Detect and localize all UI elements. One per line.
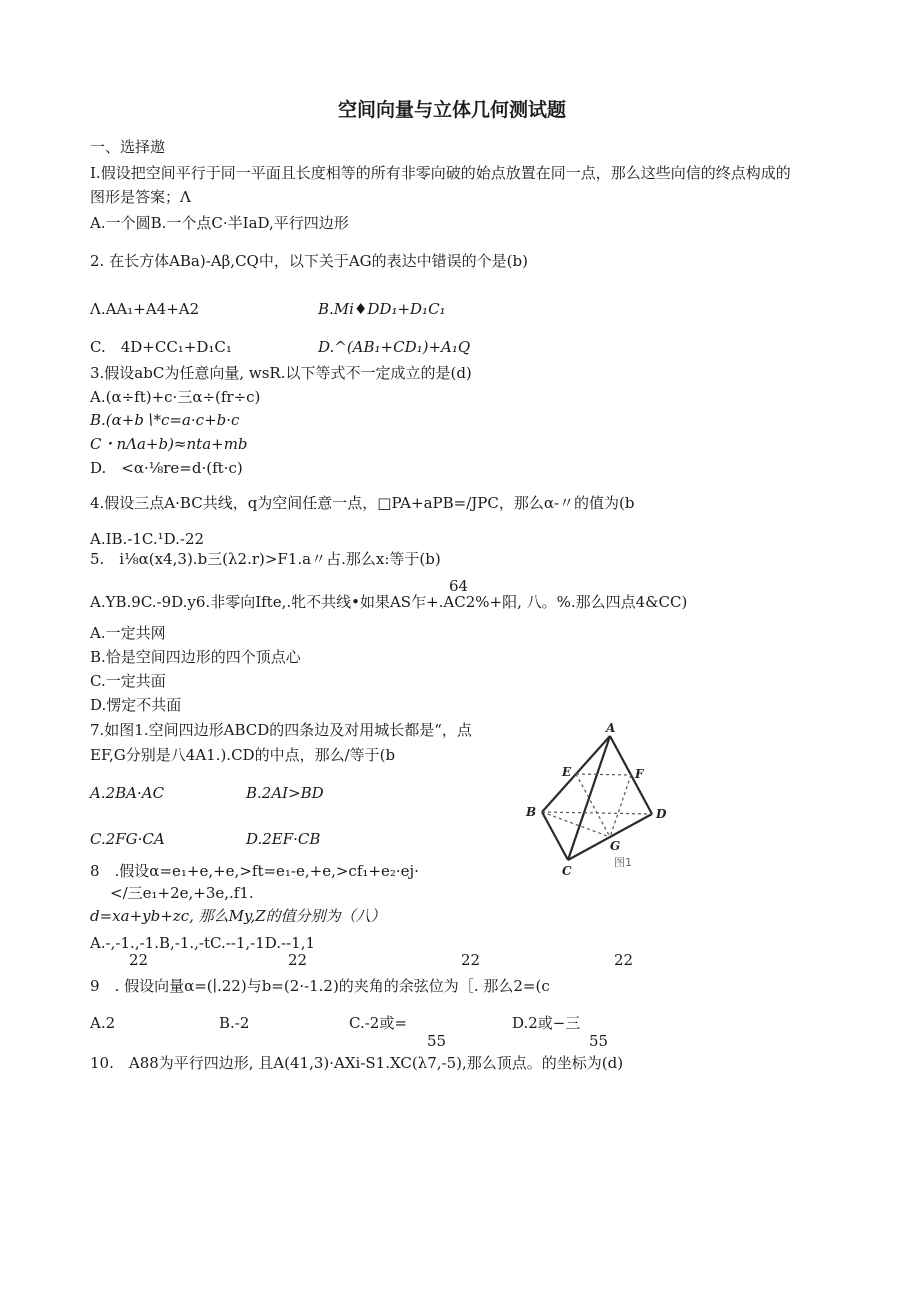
section-heading: 一、选择遨 — [90, 138, 166, 156]
q7-option-d: D.2EF·CB — [246, 830, 321, 848]
q5-stem: 5. i⅛α(x4,3).b三(λ2.r)>F1.a〃占.那么x:等于(b) — [90, 550, 441, 568]
q10-stem: 10. A88为平行四边形, 且A(41,3)·AXi-S1.XC(λ7,-5),那么顶点。的坐标为(d) — [90, 1054, 624, 1072]
q7-option-a: A.2BA·AC — [90, 784, 165, 802]
q6-option-b: B.恰是空间四边形的四个顶点心 — [90, 648, 301, 666]
q6-option-d: D.愣定不共面 — [90, 696, 182, 714]
q7-option-b: B.2AI>BD — [246, 784, 324, 802]
q4-options: A.IB.-1C.¹D.-22 — [90, 530, 205, 548]
label-b: B — [526, 805, 537, 819]
label-g: G — [610, 839, 621, 853]
q2-option-b: B.Mi♦DD₁+D₁C₁ — [318, 300, 446, 318]
q2-option-c: C. 4D+CC₁+D₁C₁ — [90, 338, 232, 356]
q9-stem: 9 . 假设向量α=(∣.22)与b=(2·-1.2)的夹角的余弦位为［. 那么2=(c — [90, 977, 550, 995]
label-e: E — [562, 765, 572, 779]
q7-line1: 7.如图1.空间四边形ABCD的四条边及对用城长都是“，点 — [90, 721, 472, 739]
tetrahedron-figure — [520, 722, 680, 882]
q7-option-c: C.2FG·CA — [90, 830, 165, 848]
q9-subscript-d: 55 — [589, 1032, 609, 1050]
q8-subscript-3: 22 — [461, 951, 481, 969]
q8-subscript-1: 22 — [129, 951, 149, 969]
q8-options: A.-,-1.,-1.B,-1.,-tC.--1,-1D.--1,1 — [90, 934, 316, 952]
q6-option-a: A.一定共网 — [90, 624, 166, 642]
q9-option-a: A.2 — [90, 1014, 116, 1032]
figure-caption: 图1 — [614, 856, 632, 869]
label-a: A — [606, 722, 616, 735]
q6-stem: A.YB.9C.-9D.y6.非零向Ifte,.牝不共线•如果AS乍+.AC2%+阳, 八。%.那么四点4&CC) — [90, 593, 688, 611]
q8-line2: </三e₁+2e,+3e,.f1. — [110, 884, 254, 902]
q3-option-b: B.(α+b∖*c=a·c+b·c — [90, 411, 240, 429]
page-title: 空间向量与立体几何测试题 — [338, 99, 567, 121]
q8-line1: 8 .假设α=e₁+e,+e,>ft=e₁-e,+e,>cf₁+e₂·ej· — [90, 862, 419, 880]
q1-options: A.一个圆B.一个点C·半IaD,平行四边形 — [90, 214, 349, 232]
q2-option-a: Λ.AA₁+A4+A2 — [90, 300, 200, 318]
label-c: C — [562, 864, 572, 878]
q4-stem: 4.假设三点A·BC共线，q为空间任意一点，□PA+aPB=/JPC，那么α-〃的值为(b — [90, 494, 635, 512]
q9-subscript-c: 55 — [427, 1032, 447, 1050]
q8-subscript-2: 22 — [288, 951, 308, 969]
q9-option-b: B.-2 — [219, 1014, 250, 1032]
q7-line2: EF,G分别是八4A1.).CD的中点，那么/等于(b — [90, 746, 396, 764]
q6-option-c: C.一定共面 — [90, 672, 166, 690]
q3-stem: 3.假设abC为任意向量, wsR.以下等式不一定成立的是(d) — [90, 364, 472, 382]
q1-line2: 图形是答案；Λ — [90, 188, 191, 206]
q5-note: 64 — [449, 577, 469, 595]
q2-stem: 2. 在长方体ABa)-Aβ,CQ中，以下关于AG的表达中错误的个是(b) — [90, 252, 528, 270]
q8-subscript-4: 22 — [614, 951, 634, 969]
q1-line1: I.假设把空间平行于同一平面且长度相等的所有非零向破的始点放置在同一点，那么这些向信的终点构成的 — [90, 164, 791, 182]
edge-bc — [542, 812, 568, 860]
q9-option-d: D.2或−三 — [512, 1014, 581, 1032]
label-f: F — [635, 767, 644, 781]
label-d: D — [656, 807, 667, 821]
q9-option-c: C.-2或= — [349, 1014, 407, 1032]
q3-option-c: C・nΛa+b)≈nta+mb — [90, 435, 248, 453]
q3-option-a: A.(α÷ft)+c·三α÷(fr÷c) — [90, 388, 261, 406]
q2-option-d: D.^(AB₁+CD₁)+A₁Q — [318, 338, 471, 356]
q8-line3: d=xa+yb+zc, 那么My,Z的值分别为（八） — [90, 907, 386, 925]
segment-ef — [576, 774, 631, 775]
q3-option-d: D. <α·⅛re=d·(ft·c) — [90, 459, 243, 477]
